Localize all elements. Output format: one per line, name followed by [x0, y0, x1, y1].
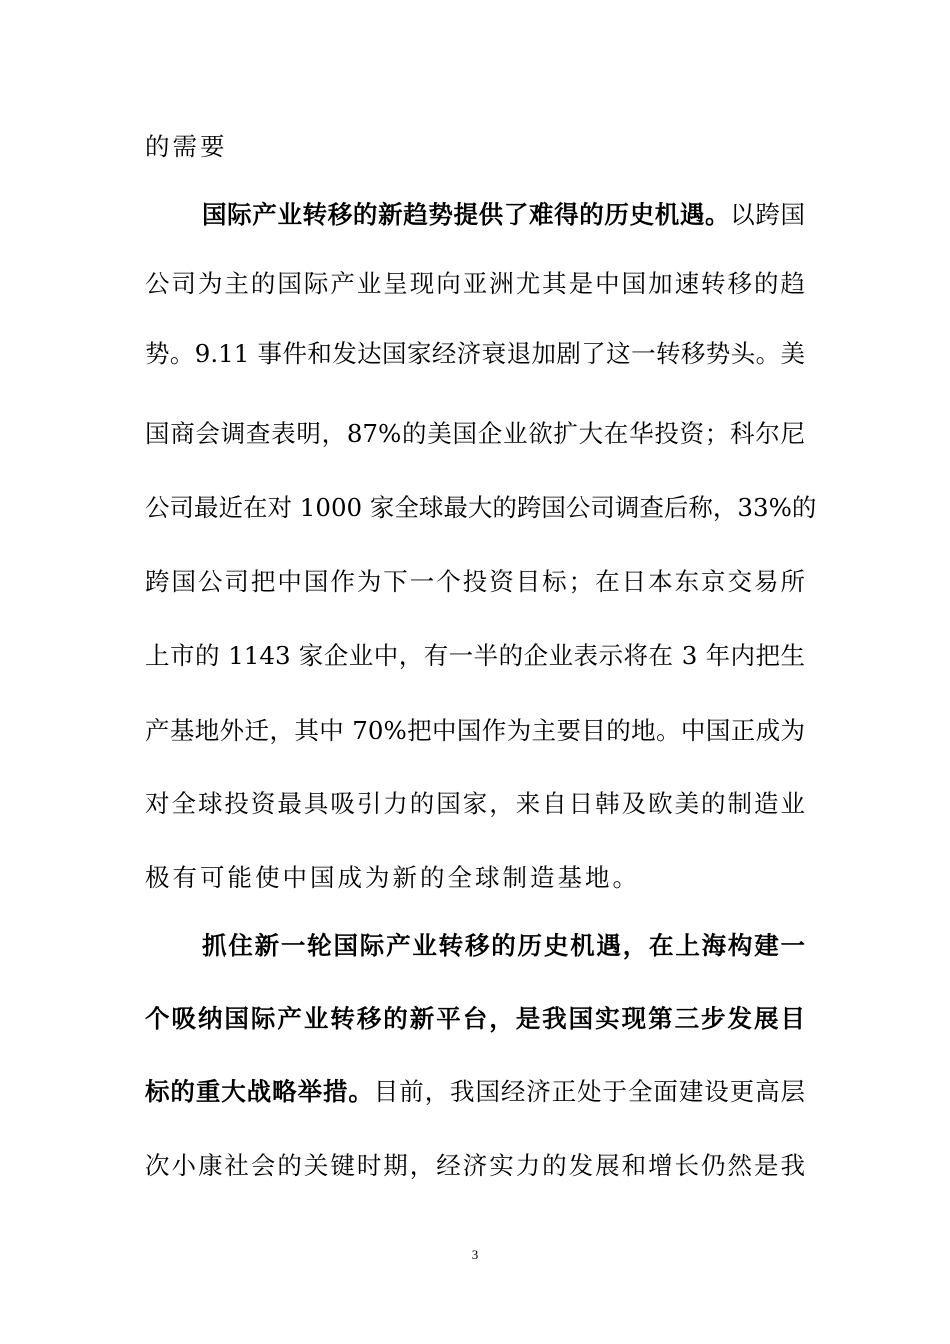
text-run: 的需要	[145, 132, 228, 161]
text-line	[145, 1072, 805, 1112]
bold-heading-run: 标的重大战略举措。	[145, 1077, 374, 1106]
text-run: 对全球投资最具吸引力的国家，来自日韩及欧美的制造业	[145, 789, 805, 818]
text-run: 次小康社会的关键时期，经济实力的发展和增长仍然是我	[145, 1151, 805, 1180]
text-line	[145, 1146, 805, 1186]
text-line	[145, 636, 805, 676]
text-run: 目前，我国经济正处于全面建设更高层	[373, 1077, 805, 1106]
text-line	[202, 926, 805, 966]
text-line	[145, 562, 805, 602]
bold-heading-run: 国际产业转移的新趋势提供了难得的历史机遇。	[202, 200, 731, 229]
text-run: 势。9.11 事件和发达国家经济衰退加剧了这一转移势头。美	[145, 339, 805, 368]
text-line	[145, 414, 805, 454]
text-line	[145, 784, 805, 824]
text-line	[202, 195, 805, 235]
text-run: 以跨国	[730, 200, 806, 229]
text-run: 国商会调查表明，87%的美国企业欲扩大在华投资；科尔尼	[145, 419, 805, 448]
text-run: 极有可能使中国成为新的全球制造基地。	[145, 863, 640, 892]
text-line	[145, 488, 817, 528]
text-run: 跨国公司把中国作为下一个投资目标；在日本东京交易所	[145, 567, 805, 596]
page-number: 3	[471, 1247, 479, 1262]
text-line	[145, 999, 805, 1039]
text-run: 公司最近在对 1000 家全球最大的跨国公司调查后称，33%的	[145, 493, 817, 522]
text-line	[145, 264, 805, 304]
text-line	[145, 127, 805, 167]
text-run: 上市的 1143 家企业中，有一半的企业表示将在 3 年内把生	[145, 641, 805, 670]
text-line	[145, 711, 805, 751]
text-line	[145, 334, 805, 374]
bold-heading-run: 个吸纳国际产业转移的新平台，是我国实现第三步发展目	[145, 1004, 805, 1033]
text-line	[145, 858, 805, 898]
bold-heading-run: 抓住新一轮国际产业转移的历史机遇，在上海构建一	[202, 931, 805, 960]
text-run: 产基地外迁，其中 70%把中国作为主要目的地。中国正成为	[145, 716, 805, 745]
text-run: 公司为主的国际产业呈现向亚洲尤其是中国加速转移的趋	[145, 269, 805, 298]
